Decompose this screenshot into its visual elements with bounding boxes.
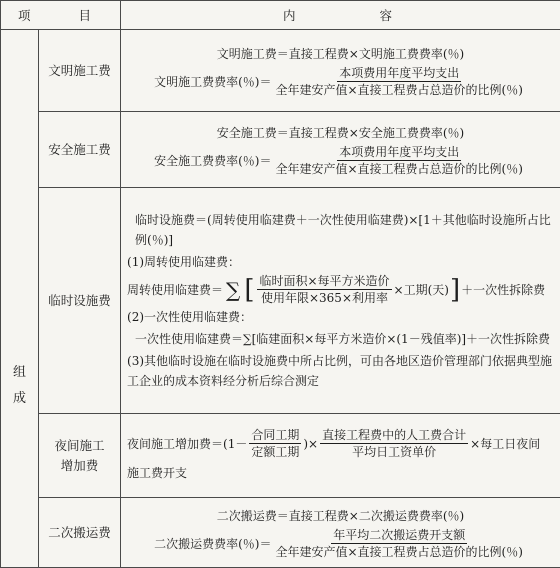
fraction bbox=[273, 145, 524, 176]
fraction-numerator: 临时面积×每平方米造价 bbox=[257, 274, 391, 290]
formula-lhs: 安全施工费费率(％)＝ bbox=[154, 152, 271, 169]
item-anquan: 安全施工费 bbox=[39, 112, 121, 188]
content-anquan bbox=[121, 112, 560, 188]
formula-rate bbox=[127, 145, 554, 176]
formula-tail: ×每工日夜间 bbox=[470, 435, 540, 452]
formula-zhouzhuan bbox=[127, 274, 554, 305]
fraction-denominator: 定额工期 bbox=[249, 444, 301, 459]
item-linshi: 临时设施费 bbox=[39, 188, 121, 414]
formula-lhs: 夜间施工增加费＝ bbox=[127, 435, 223, 452]
table-row-wenming bbox=[1, 30, 560, 112]
fraction-denominator: 全年建安产值×直接工程费占总造价的比例(％) bbox=[273, 82, 524, 97]
fraction bbox=[320, 428, 468, 459]
table-row-anquan bbox=[1, 112, 560, 188]
formula-lhs: 文明施工费费率(％)＝ bbox=[154, 73, 271, 90]
text-continuation: 施工费开支 bbox=[127, 463, 554, 483]
fraction-denominator: 全年建安产值×直接工程费占总造价的比例(％) bbox=[273, 161, 524, 176]
formula-mid: ×工期(天) bbox=[394, 281, 449, 298]
formula-rate bbox=[127, 528, 554, 559]
content-linshi bbox=[121, 188, 560, 414]
fraction-numerator: 本项费用年度平均支出 bbox=[337, 145, 461, 161]
group-label-cell bbox=[1, 30, 39, 568]
table-row-erci bbox=[1, 498, 560, 568]
fraction bbox=[257, 274, 391, 305]
fraction-numerator: 年平均二次搬运费开支额 bbox=[331, 528, 467, 544]
header-item: 项 目 bbox=[1, 1, 121, 30]
table-row-linshi bbox=[1, 188, 560, 414]
item-wenming: 文明施工费 bbox=[39, 30, 121, 112]
fraction bbox=[273, 66, 524, 97]
item-line: 增加费 bbox=[39, 456, 120, 476]
formula-lhs: 二次搬运费费率(％)＝ bbox=[154, 535, 271, 552]
content-yejian bbox=[121, 414, 560, 498]
subheading: (1)周转使用临建费： bbox=[127, 252, 554, 272]
formula-line: 安全施工费＝直接工程费×安全施工费费率(％) bbox=[127, 124, 554, 141]
item-erci: 二次搬运费 bbox=[39, 498, 121, 568]
subheading: (2)一次性使用临建费： bbox=[127, 307, 554, 327]
formula-open: (1－ bbox=[223, 435, 247, 452]
bracket-close: ] bbox=[450, 277, 460, 303]
fraction-numerator: 本项费用年度平均支出 bbox=[337, 66, 461, 82]
formula-lhs: 周转使用临建费＝ bbox=[127, 281, 223, 298]
fraction-numerator: 合同工期 bbox=[249, 428, 301, 444]
item-line: 夜间施工 bbox=[39, 436, 120, 456]
sigma-symbol: ∑ bbox=[226, 280, 240, 300]
fraction bbox=[249, 428, 301, 459]
formula-tail: ＋一次性拆除费 bbox=[461, 281, 545, 298]
header-content: 内 容 bbox=[121, 1, 560, 30]
formula-yicixing: 一次性使用临建费＝∑[临建面积×每平方米造价×(1－残值率)]＋一次性拆除费 bbox=[127, 329, 554, 349]
table-row-yejian bbox=[1, 414, 560, 498]
bracket-open: [ bbox=[244, 277, 254, 303]
content-wenming bbox=[121, 30, 560, 112]
text-paragraph: (3)其他临时设施在临时设施费中所占比例，可由各地区造价管理部门依据典型施工企业的成本资料经分析后综合测定 bbox=[127, 351, 554, 391]
group-label-char: 组 bbox=[1, 360, 38, 386]
fraction-denominator: 使用年限×365×利用率 bbox=[259, 290, 390, 305]
fraction-denominator: 平均日工资单价 bbox=[350, 444, 438, 459]
table-header-row bbox=[1, 1, 560, 30]
fraction-denominator: 全年建安产值×直接工程费占总造价的比例(％) bbox=[273, 544, 524, 559]
formula-yejian bbox=[127, 428, 554, 459]
formula-rate bbox=[127, 66, 554, 97]
fraction bbox=[273, 528, 524, 559]
fraction-numerator: 直接工程费中的人工费合计 bbox=[320, 428, 468, 444]
group-label-char: 成 bbox=[1, 386, 38, 412]
formula-line: 二次搬运费＝直接工程费×二次搬运费费率(％) bbox=[127, 507, 554, 524]
text-paragraph: 临时设施费＝(周转使用临建费＋一次性使用临建费)×[1＋其他临时设施所占比例(％)] bbox=[127, 210, 554, 250]
content-erci bbox=[121, 498, 560, 568]
formula-close: )× bbox=[303, 437, 318, 451]
item-yejian bbox=[39, 414, 121, 498]
formula-line: 文明施工费＝直接工程费×文明施工费费率(％) bbox=[127, 45, 554, 62]
